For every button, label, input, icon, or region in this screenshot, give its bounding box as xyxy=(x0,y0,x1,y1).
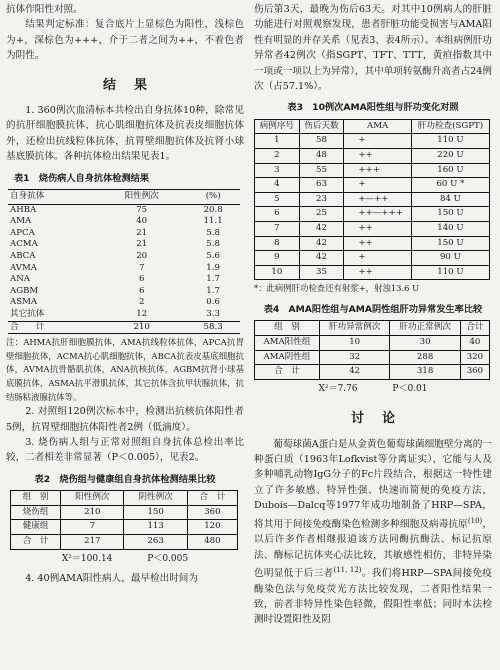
table1-cell: 5.6 xyxy=(206,251,220,262)
table4-cell: AMA阳性组 xyxy=(255,335,320,350)
table3-cell: 160 U xyxy=(411,163,489,178)
table1-cell: APCA xyxy=(10,227,35,238)
table3-cell: 4 xyxy=(255,178,300,193)
table1 xyxy=(8,189,240,334)
table3-cell: 1 xyxy=(255,134,300,149)
table1-cell: AHBA xyxy=(10,204,37,215)
table1-cell: ACMA xyxy=(10,239,38,250)
paragraph-right-top: 伤后第3天，最晚为伤后63天。对其中10例病人的肝脏功能进行对照观察发现，患者肝脏功能受损害与AMA阳性有明显的并存关系（见表3、表4所示）。本组病例肝功异常者42例次（指SGPT、TFT、TTT，黄疸指数其中一项或一项以上为异常），其中单项转氨酶升高者占24例次（占57.1%）。 xyxy=(254,4,492,93)
table2-statistics xyxy=(6,552,244,567)
table3-cell: 90 U xyxy=(411,251,489,266)
table4-cell: 合 计 xyxy=(255,365,320,380)
table2-cell: 7 xyxy=(61,520,124,535)
table3-cell: 110 U xyxy=(411,134,489,149)
table3-cell: 42 xyxy=(299,236,344,251)
table1-note: 注：AHMA抗肝细胞膜抗体，AMA抗线粒体抗体，APCA抗胃壁细胞抗体，ACMA抗心肌细胞抗体，ABCA抗表皮基底细胞抗体，AVMA抗骨骼肌抗体，ANA抗核抗体，AGBM抗肾小球基底膜抗体，ASMA抗平滑肌抗体，其它抗体含抗甲状腺抗体，抗结肠粘液腺抗体等。 xyxy=(6,337,244,402)
table1-cell: AGBM xyxy=(10,285,39,296)
table4-cell: 360 xyxy=(460,365,489,380)
table3-cell: 150 U xyxy=(411,236,489,251)
paragraph-top-1: 抗体作阳性对照。 xyxy=(6,4,83,15)
table1-total-cell: 58.3 xyxy=(186,321,240,334)
discussion-text: 葡萄球菌A蛋白是从金黄色葡萄球菌细胞壁分离的一种蛋白质（1963年Lofkvist等分离证实），它能与人及多种哺乳动物IgG分子的Fc片段结合，根据这一特性建立了许多敏感、特异性强、快速而简便的免疫方法，Dubois—Dalcq等1977年成功地制备了HRP—SPA，将其用于间接免疫酶染色检测多种细胞及病毒抗原 xyxy=(254,438,492,530)
table1-total-row xyxy=(8,321,240,334)
table3-row xyxy=(255,236,490,251)
table4-cell: 32 xyxy=(319,350,389,365)
table2-cell: 合 计 xyxy=(11,534,61,549)
table1-row xyxy=(8,228,240,240)
table3-cell: 110 U xyxy=(411,265,489,280)
paragraph-result-1: 1. 360例次血清标本共检出自身抗体10种，除常见的抗肝细胞膜抗体，抗心肌细胞抗体及抗表皮细胞抗体外，还检出抗线粒体抗体，抗胃壁细胞抗体及抗肾小球基底膜抗体。各种抗体检出结果见表1。 xyxy=(6,105,244,163)
table1-total-cell: 合 计 xyxy=(8,321,97,334)
table3-cell: 7 xyxy=(255,222,300,237)
table2-header: 组 别 xyxy=(11,491,61,506)
table1-cell: 21 xyxy=(136,239,148,250)
table1-cell: 40 xyxy=(136,216,148,227)
table1-cell: ANA xyxy=(10,274,30,285)
table3-cell: ++ xyxy=(344,265,412,280)
table3-cell: +—++ xyxy=(344,192,412,207)
table3-row xyxy=(255,192,490,207)
left-column xyxy=(6,2,244,586)
table4-statistics xyxy=(254,382,492,397)
table3-cell: 220 U xyxy=(411,149,489,164)
table4-cell: 288 xyxy=(390,350,460,365)
table3-header: 病例序号 xyxy=(255,119,300,134)
table2-chi-square: X²＝100.14 xyxy=(61,553,113,564)
discussion-text: 。我们将HRP—SPA间接免疫酶染色法与免疫荧光方法比较发现，二者阳性结果一致，前者非特异性染色轻微，假阳性率低；同时本法检测时设置阳性及阴 xyxy=(254,568,492,626)
table1-cell: 6 xyxy=(138,274,145,285)
table1-header: 阳性例次 xyxy=(97,190,186,205)
table3-cell: 9 xyxy=(255,251,300,266)
table1-header: (%) xyxy=(186,190,240,205)
paragraph-discussion xyxy=(254,437,492,628)
table4-cell: 320 xyxy=(460,350,489,365)
table3-cell: 23 xyxy=(299,192,344,207)
table3-cell: 48 xyxy=(299,149,344,164)
table3-header: AMA xyxy=(344,119,412,134)
table3-row xyxy=(255,178,490,193)
table3-row xyxy=(255,149,490,164)
table1-cell: 1.9 xyxy=(206,262,220,273)
table3-cell: 25 xyxy=(299,207,344,222)
table1-total-cell: 210 xyxy=(97,321,186,334)
table4-cell: 42 xyxy=(319,365,389,380)
table4-row xyxy=(255,365,490,380)
table1-cell: 1.7 xyxy=(206,285,220,296)
table2-row xyxy=(11,534,238,549)
table4-cell: 318 xyxy=(390,365,460,380)
table4-header-row xyxy=(255,321,490,336)
table2-cell: 360 xyxy=(187,505,237,520)
table1-cell: AMA xyxy=(10,216,32,227)
table2-cell: 健康组 xyxy=(11,520,61,535)
table1-cell: ASMA xyxy=(10,297,38,308)
table1-cell: 3.3 xyxy=(206,309,220,319)
table1-row xyxy=(8,239,240,251)
table2-row xyxy=(11,505,238,520)
table2-row xyxy=(11,520,238,535)
table3-cell: 35 xyxy=(299,265,344,280)
table4-row xyxy=(255,350,490,365)
table3-cell: 6 xyxy=(255,207,300,222)
table2-caption: 表2 烧伤组与健康组自身抗体检测结果比较 xyxy=(34,473,216,485)
table2-header-row xyxy=(11,491,238,506)
table2-header: 阴性例次 xyxy=(124,491,187,506)
table1-row xyxy=(8,204,240,216)
table3-row xyxy=(255,265,490,280)
table3-header: 伤后天数 xyxy=(299,119,344,134)
table2-header: 合 计 xyxy=(187,491,237,506)
table2 xyxy=(10,490,238,549)
table1-cell: 5.8 xyxy=(206,227,220,238)
table3-cell: 3 xyxy=(255,163,300,178)
table4-header: 肝功异常例次 xyxy=(319,321,389,336)
table3-cell: ++ xyxy=(344,222,412,237)
table3-header: 肝功检查(SGPT) xyxy=(411,119,489,134)
table4-chi-square: X²＝7.76 xyxy=(318,383,358,394)
table3-row xyxy=(255,163,490,178)
table2-cell: 113 xyxy=(124,520,187,535)
table3-cell: + xyxy=(344,251,412,266)
table4-caption: 表4 AMA阳性组与AMA阴性组肝功异常发生率比较 xyxy=(263,303,483,315)
table3-cell: + xyxy=(344,134,412,149)
discussion-text: ，以后许多作者相继报道该方法同酶抗酶法、标记抗原法、酶标记抗体夹心法比较，其敏感性相仿，非特异染色明显低于后三者 xyxy=(254,518,493,580)
table1-cell: 0.6 xyxy=(206,297,220,308)
table1-header-row xyxy=(8,190,240,205)
table1-cell: 5.8 xyxy=(206,239,220,250)
table3-cell: 150 U xyxy=(411,207,489,222)
table1-cell: 6 xyxy=(138,285,145,296)
table3-cell: 84 U xyxy=(411,192,489,207)
table3-cell: 42 xyxy=(299,222,344,237)
table3-caption: 表3 10例次AMA阳性组与肝功变化对照 xyxy=(287,102,459,114)
table2-cell: 217 xyxy=(61,534,124,549)
table2-cell: 263 xyxy=(124,534,187,549)
table3-cell: 60 U * xyxy=(411,178,489,193)
table3-cell: 2 xyxy=(255,149,300,164)
reference-marker: (11, 12) xyxy=(333,566,362,574)
table1-cell: 20 xyxy=(136,251,148,262)
table1-header: 自身抗体 xyxy=(8,190,97,205)
table1-caption: 表1 烧伤病人自身抗体检测结果 xyxy=(14,172,150,184)
table3-cell: + xyxy=(344,178,412,193)
table4 xyxy=(254,320,490,379)
paragraph-result-3: 3. 烧伤病人组与正常对照组自身抗体总检出率比较，二者相差非常显著（P＜0.005），见表2。 xyxy=(6,436,244,464)
table1-row xyxy=(8,286,240,298)
table1-cell: 11.1 xyxy=(203,216,223,227)
table4-header: 组 别 xyxy=(255,321,320,336)
table1-cell: 12 xyxy=(136,309,148,319)
paragraph-top-2: 结果判定标准：复合底片上显棕色为阳性，浅棕色为+，深棕色为+++，介于二者之间为++，不着色者为阴性。 xyxy=(6,19,244,62)
table2-header: 阳性例次 xyxy=(61,491,124,506)
table1-row xyxy=(8,263,240,275)
table2-cell: 210 xyxy=(61,505,124,520)
table3-row xyxy=(255,207,490,222)
table1-cell: AVMA xyxy=(10,262,37,273)
table3 xyxy=(254,119,490,281)
table3-cell: 58 xyxy=(299,134,344,149)
table3-header-row xyxy=(255,119,490,134)
table3-cell: ++ xyxy=(344,149,412,164)
section-heading-discussion: 讨论 xyxy=(350,411,413,427)
table2-cell: 150 xyxy=(124,505,187,520)
table3-cell: 5 xyxy=(255,192,300,207)
table1-row xyxy=(8,309,240,321)
section-heading-results: 结果 xyxy=(102,77,165,93)
table3-cell: 55 xyxy=(299,163,344,178)
table3-cell: 63 xyxy=(299,178,344,193)
table4-row xyxy=(255,335,490,350)
table3-row xyxy=(255,134,490,149)
table3-cell: +++ xyxy=(344,163,412,178)
table3-row xyxy=(255,222,490,237)
paragraph-result-4: 4. 40例AMA阳性病人，最早检出时间为 xyxy=(25,572,198,584)
table1-row xyxy=(8,216,240,228)
table4-cell: 30 xyxy=(390,335,460,350)
table1-cell: 21 xyxy=(136,227,148,238)
table4-header: 合计 xyxy=(460,321,489,336)
right-column xyxy=(254,2,492,628)
table3-cell: 140 U xyxy=(411,222,489,237)
paragraph-result-2: 2. 对照组120例次标本中，检测出抗核抗体阳性者5例，抗胃壁细胞抗体阳性者2例（低滴度）。 xyxy=(6,406,244,433)
table1-cell: 1.7 xyxy=(206,274,220,285)
reference-marker: (10) xyxy=(467,516,483,525)
table1-cell: 2 xyxy=(138,297,145,308)
table1-cell: 其它抗体 xyxy=(10,309,45,319)
table1-cell: 20.8 xyxy=(203,204,223,215)
table3-cell: 42 xyxy=(299,251,344,266)
table4-p-value: P＜0.01 xyxy=(392,383,428,394)
table1-cell: ABCA xyxy=(10,251,36,262)
table1-row xyxy=(8,251,240,263)
table2-cell: 480 xyxy=(187,534,237,549)
table4-cell: 10 xyxy=(319,335,389,350)
table3-row xyxy=(255,251,490,266)
table1-row xyxy=(8,274,240,286)
table3-cell: ++ xyxy=(344,236,412,251)
table3-cell: 8 xyxy=(255,236,300,251)
table3-cell: 10 xyxy=(255,265,300,280)
table4-cell: AMA阴性组 xyxy=(255,350,320,365)
table2-p-value: P＜0.005 xyxy=(147,553,189,564)
table3-note: *：此病例肝功检查还有射浆+，射浊13.6 U xyxy=(254,283,420,294)
table4-header: 肝功正常例次 xyxy=(390,321,460,336)
table1-row xyxy=(8,297,240,309)
table2-cell: 120 xyxy=(187,520,237,535)
table4-cell: 40 xyxy=(460,335,489,350)
table1-cell: 7 xyxy=(138,262,145,273)
table2-cell: 烧伤组 xyxy=(11,505,61,520)
table1-cell: 75 xyxy=(136,204,148,215)
table3-cell: ++—+++ xyxy=(344,207,412,222)
